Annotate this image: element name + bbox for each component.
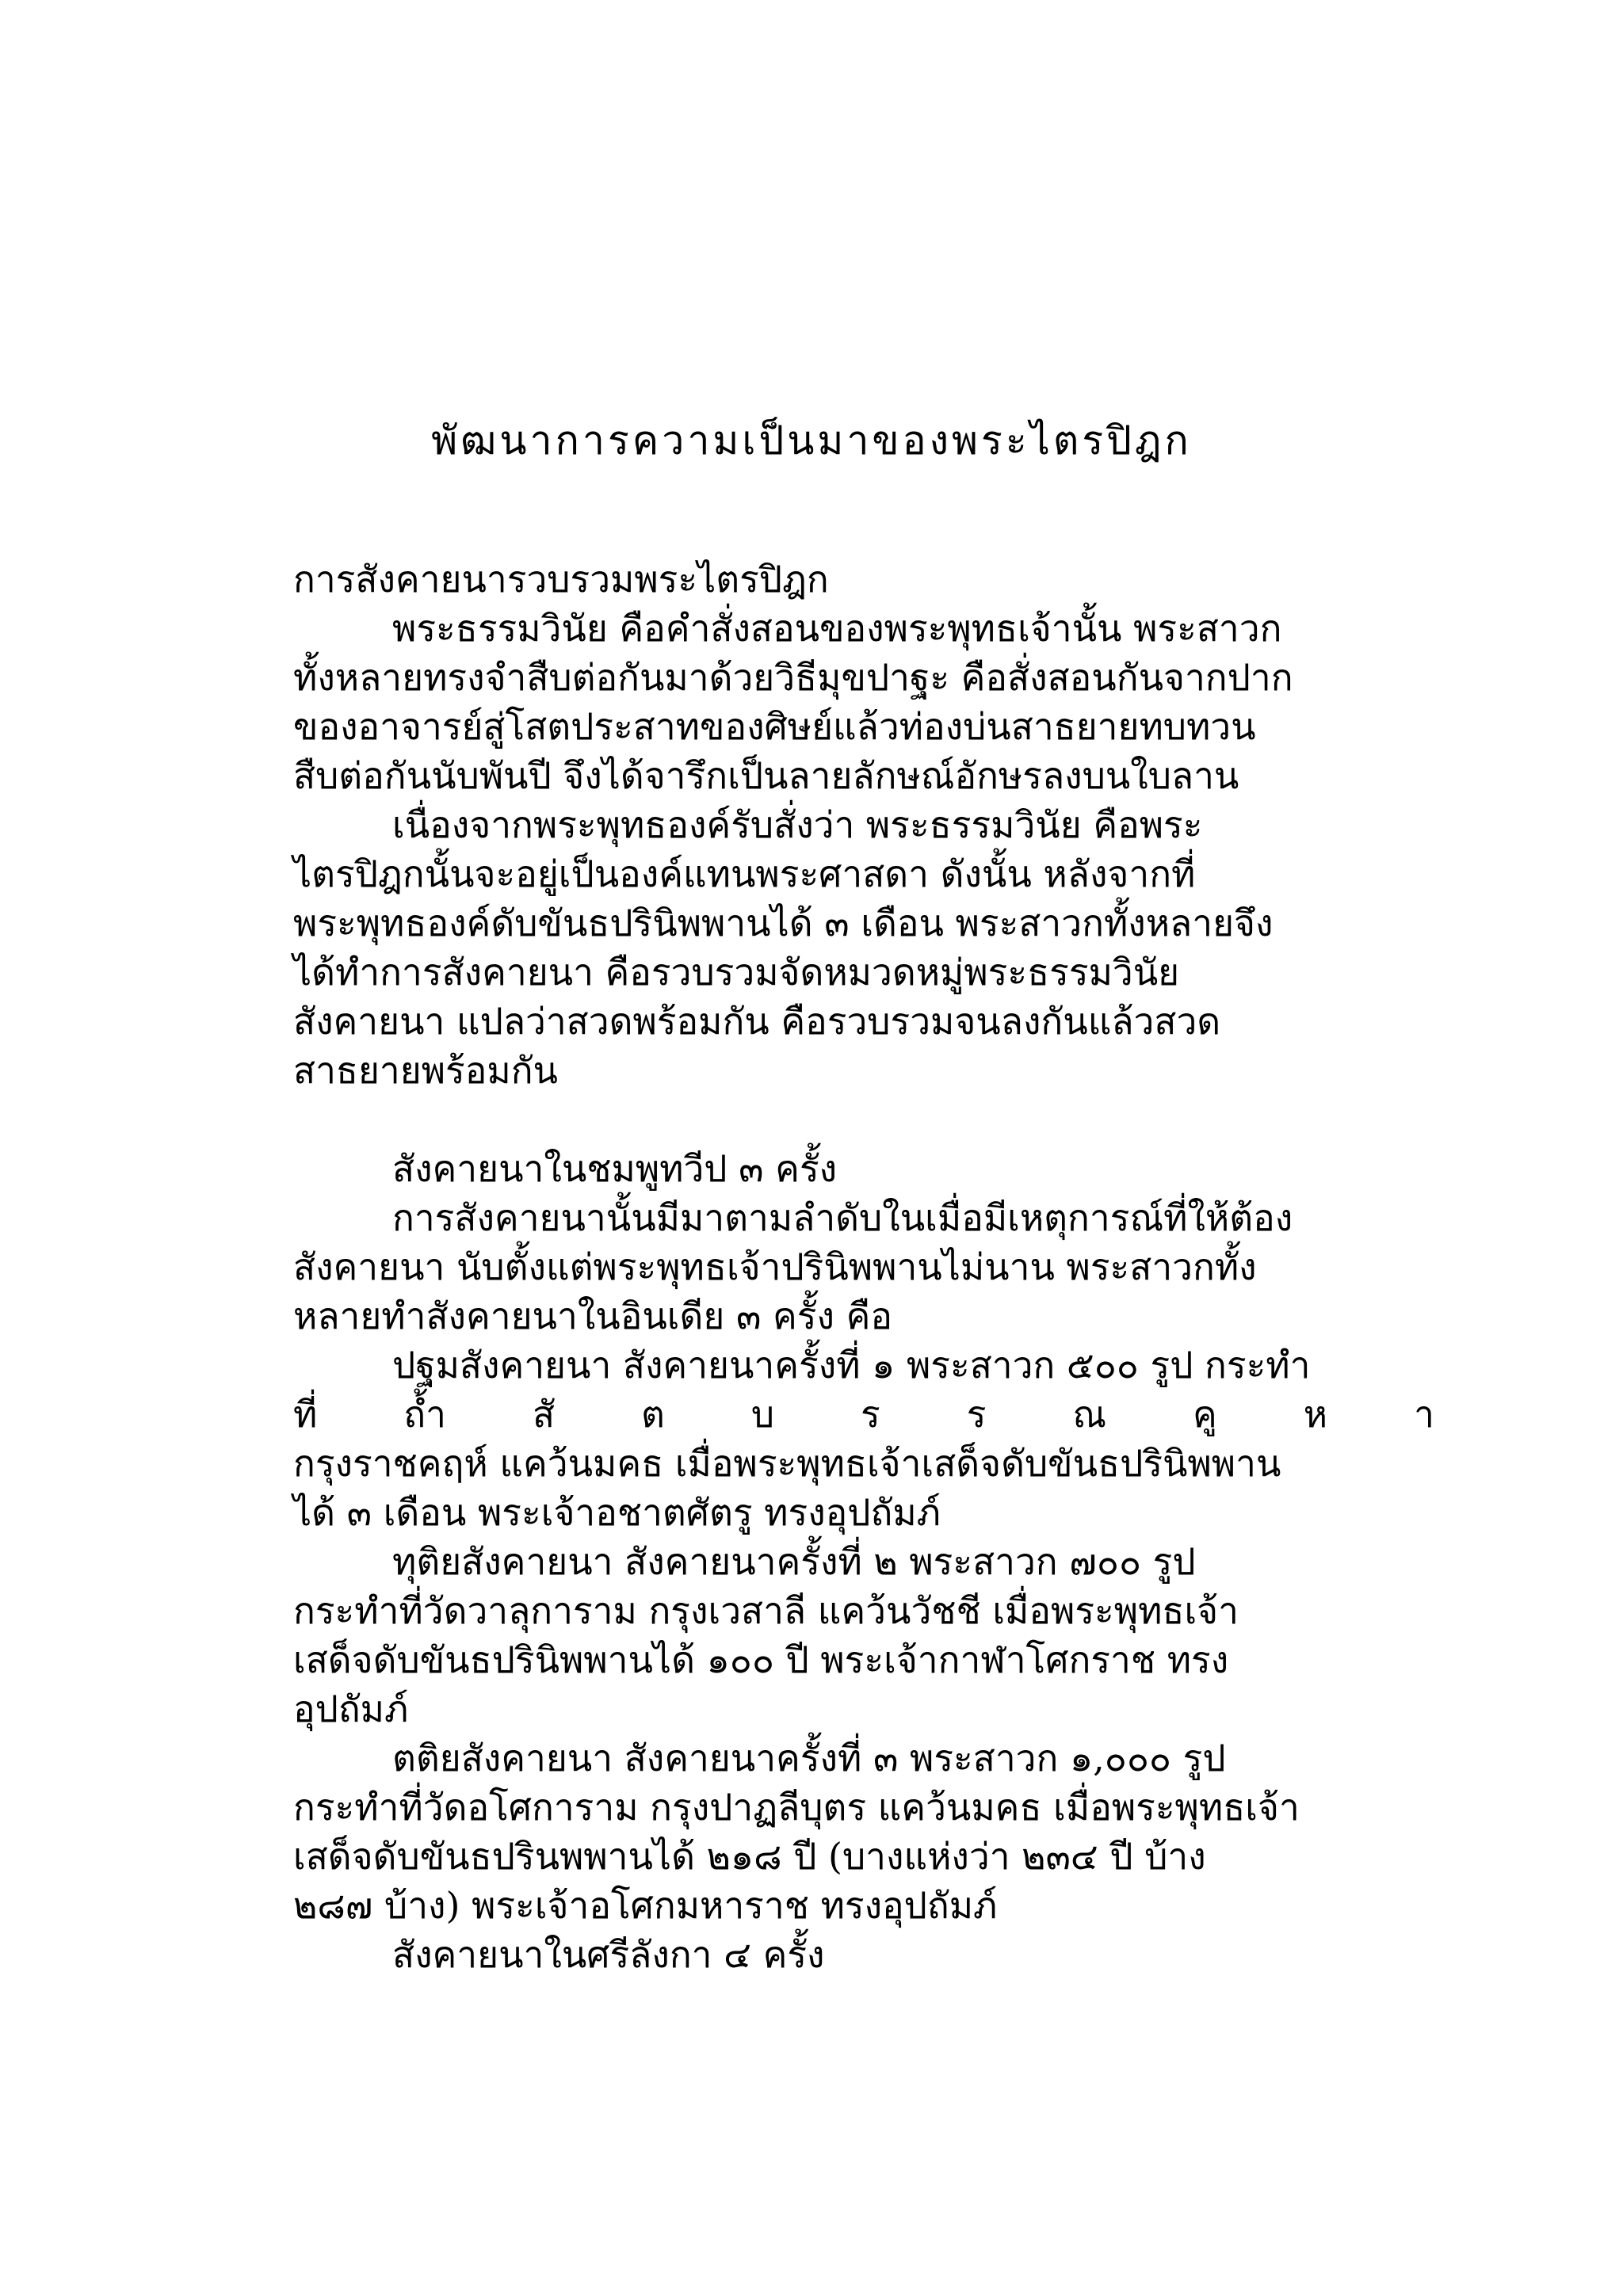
paragraph-line: ปฐมสังคายนา สังคายนาครั้งที่ ๑ พระสาวก ๕๐๐ รูป กระทำ bbox=[392, 1344, 1311, 1386]
paragraph-line: สังคายนา นับตั้งแต่พระพุทธเจ้าปรินิพพานไม่นาน พระสาวกทั้ง bbox=[293, 1245, 1257, 1288]
paragraph-line: อุปถัมภ์ bbox=[293, 1688, 409, 1730]
spaced-letter: ต bbox=[641, 1393, 665, 1436]
paragraph-line: ๒๘๗ บ้าง) พระเจ้าอโศกมหาราช ทรงอุปถัมภ์ bbox=[293, 1884, 998, 1927]
paragraph-line: ทุติยสังคายนา สังคายนาครั้งที่ ๒ พระสาวก ๗๐๐ รูป bbox=[392, 1540, 1196, 1583]
paragraph-line: กระทำที่วัดอโศการาม กรุงปาฏลีบุตร แคว้นมคธ เมื่อพระพุทธเจ้า bbox=[293, 1786, 1300, 1829]
paragraph-line: กรุงราชคฤห์ แคว้นมคธ เมื่อพระพุทธเจ้าเสด็จดับขันธปรินิพพาน bbox=[293, 1442, 1281, 1485]
document-title: พัฒนาการความเป็นมาของพระไตรปิฎก bbox=[431, 418, 1192, 463]
spaced-letter: า bbox=[1414, 1393, 1434, 1436]
section-heading: การสังคายนารวบรวมพระไตรปิฎก bbox=[293, 558, 829, 601]
blank-line bbox=[293, 1095, 1434, 1144]
section-heading: สังคายนาในชมพูทวีป ๓ ครั้ง bbox=[392, 1147, 838, 1190]
paragraph-line: เสด็จดับขันธปรินพพานได้ ๒๑๘ ปี (บางแห่งว่า ๒๓๔ ปี บ้าง bbox=[293, 1835, 1206, 1878]
paragraph-line: ของอาจารย์สู่โสตประสาทของศิษย์แล้วท่องบ่นสาธยายทบทวน bbox=[293, 705, 1256, 748]
paragraph-line: เสด็จดับขันธปรินิพพานได้ ๑๐๐ ปี พระเจ้ากาฬาโศกราช ทรง bbox=[293, 1638, 1229, 1681]
paragraph-line: หลายทำสังคายนาในอินเดีย ๓ ครั้ง คือ bbox=[293, 1295, 892, 1337]
spaced-word: ถ้ำ bbox=[403, 1393, 446, 1436]
paragraph-line: สาธยายพร้อมกัน bbox=[293, 1049, 558, 1092]
paragraph-line: ไตรปิฎกนั้นจะอยู่เป็นองค์แทนพระศาสดา ดังนั้น หลังจากที่ bbox=[293, 852, 1196, 895]
paragraph-line: ทั้งหลายทรงจำสืบต่อกันมาด้วยวิธีมุขปาฐะ คือสั่งสอนกันจากปาก bbox=[293, 656, 1293, 699]
section-heading: สังคายนาในศรีลังกา ๔ ครั้ง bbox=[392, 1933, 825, 1976]
spaced-letter: บ bbox=[750, 1393, 775, 1436]
paragraph-line: การสังคายนานั้นมีมาตามลำดับในเมื่อมีเหตุการณ์ที่ให้ต้อง bbox=[392, 1196, 1293, 1239]
spaced-word: ที่ bbox=[293, 1393, 318, 1436]
document-body bbox=[293, 555, 1434, 1979]
paragraph-line: กระทำที่วัดวาลุการาม กรุงเวสาลี แคว้นวัชชี เมื่อพระพุทธเจ้า bbox=[293, 1589, 1239, 1632]
paragraph-line: ตติยสังคายนา สังคายนาครั้งที่ ๓ พระสาวก ๑,๐๐๐ รูป bbox=[392, 1737, 1226, 1779]
spaced-letter: ร bbox=[966, 1393, 987, 1436]
paragraph-line: ได้ทำการสังคายนา คือรวบรวมจัดหมวดหมู่พระธรรมวินัย bbox=[293, 951, 1180, 994]
spaced-letter: ร bbox=[861, 1393, 880, 1436]
paragraph-line: ได้ ๓ เดือน พระเจ้าอชาตศัตรู ทรงอุปถัมภ์ bbox=[293, 1491, 941, 1534]
spaced-paragraph-line bbox=[293, 1390, 1434, 1439]
paragraph-line: สืบต่อกันนับพันปี จึงได้จารึกเป็นลายลักษณ์อักษรลงบนใบลาน bbox=[293, 754, 1239, 797]
spaced-letter: ห bbox=[1303, 1393, 1328, 1436]
spaced-letter: สั bbox=[532, 1393, 556, 1436]
paragraph-line: พระธรรมวินัย คือคำสั่งสอนของพระพุทธเจ้านั้น พระสาวก bbox=[392, 607, 1282, 650]
spaced-letter: คู bbox=[1193, 1393, 1217, 1436]
paragraph-line: เนื่องจากพระพุทธองค์รับสั่งว่า พระธรรมวินัย คือพระ bbox=[392, 803, 1203, 846]
paragraph-line: พระพุทธองค์ดับขันธปรินิพพานได้ ๓ เดือน พระสาวกทั้งหลายจึง bbox=[293, 902, 1274, 944]
spaced-letter: ณ bbox=[1072, 1393, 1107, 1436]
paragraph-line: สังคายนา แปลว่าสวดพร้อมกัน คือรวบรวมจนลงกันแล้วสวด bbox=[293, 1000, 1221, 1043]
